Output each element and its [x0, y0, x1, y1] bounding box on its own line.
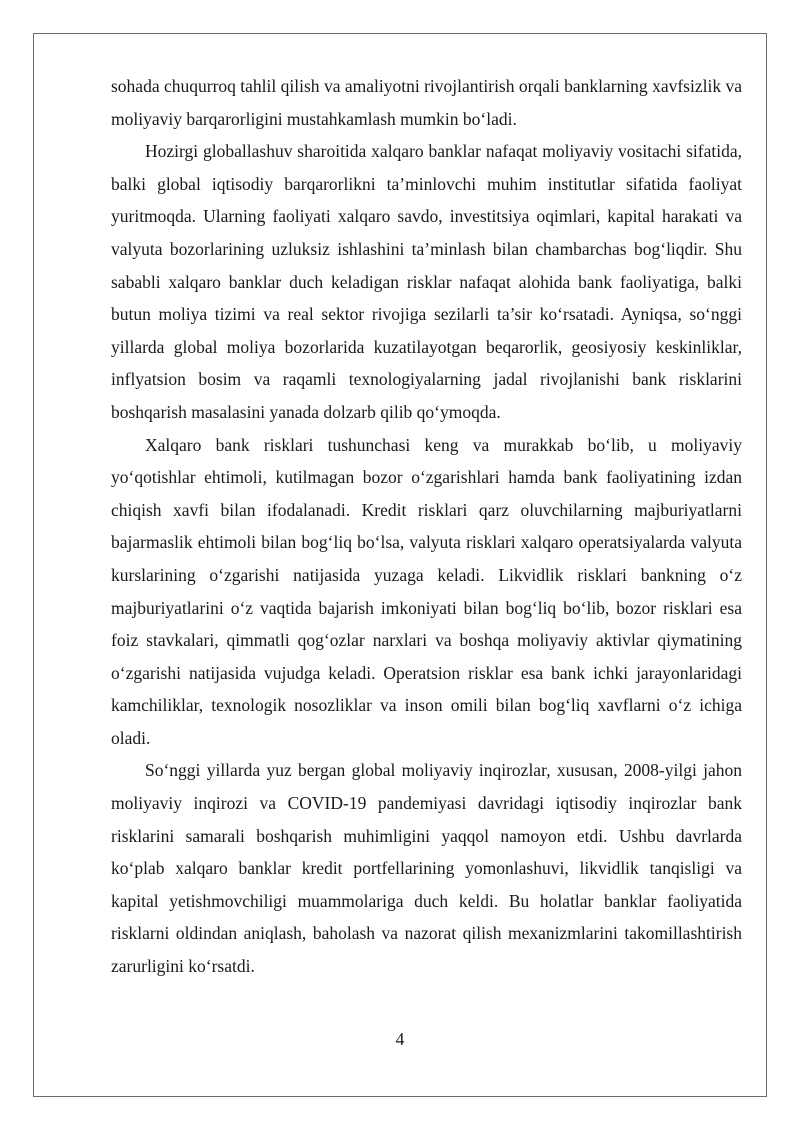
paragraph-crises: So‘nggi yillarda yuz bergan global moliyaviy inqirozlar, xususan, 2008-yilgi jahon moliyaviy inqirozi va COVID-19 pandemiyasi davridagi iqtisodiy inqirozlar bank risklarini samarali boshqarish muhimligini yaqqol namoyon etdi. Ushbu davrlarda ko‘plab xalqaro banklar kredit portfellarining yomonlashuvi, likvidlik tanqisligi va kapital yetishmovchiligi muammolariga duch keldi. Bu holatlar banklar faoliyatida risklarni oldindan aniqlash, baholash va nazorat qilish mexanizmlarini takomillashtirish zarurligini ko‘rsatdi. — [111, 760, 742, 977]
paragraph-globalization: Hozirgi globallashuv sharoitida xalqaro banklar nafaqat moliyaviy vositachi sifatida, balki global iqtisodiy barqarorlikni ta’minlovchi muhim institutlar sifatida faoliyat yuritmoqda. Ularning faoliyati xalqaro savdo, investitsiya oqimlari, kapital harakati va valyuta bozorlarining uzluksiz ishlashini ta’minlash bilan chambarchas bog‘liqdir. Shu sababli xalqaro banklar duch keladigan risklar nafaqat alohida bank faoliyatiga, balki butun moliya tizimi va real sektor rivojiga sezilarli ta’sir ko‘rsatadi. Ayniqsa, so‘nggi yillarda global moliya bozorlarida kuzatilayotgan beqarorlik, geosiyosiy keskinliklar, inflyatsion bosim va raqamli texnologiyalarning jadal rivojlanishi bank risklarini boshqarish masalasini yanada dolzarb qilib qo‘ymoqda. — [111, 141, 742, 422]
paragraph-continuation: sohada chuqurroq tahlil qilish va amaliyotni rivojlantirish orqali banklarning xavfsizlik va moliyaviy barqarorligini mustahkamlash mumkin bo‘ladi. — [111, 76, 742, 129]
page-number: 4 — [395, 1029, 405, 1049]
page-body — [111, 70, 742, 983]
paragraph-risk-types: Xalqaro bank risklari tushunchasi keng va murakkab bo‘lib, u moliyaviy yo‘qotishlar ehtimoli, kutilmagan bozor o‘zgarishlari hamda bank faoliyatining izdan chiqish xavfi bilan ifodalanadi. Kredit risklari qarz oluvchilarning majburiyatlarni bajarmaslik ehtimoli bilan bog‘liq bo‘lsa, valyuta risklari xalqaro operatsiyalarda valyuta kurslarining o‘zgarishi natijasida yuzaga keladi. Likvidlik risklari bankning o‘z majburiyatlarini o‘z vaqtida bajarish imkoniyati bilan bog‘liq bo‘lib, bozor risklari esa foiz stavkalari, qimmatli qog‘ozlar narxlari va boshqa moliyaviy aktivlar qiymatining o‘zgarishi natijasida vujudga keladi. Operatsion risklar esa bank ichki jarayonlaridagi kamchiliklar, texnologik nosozliklar va inson omili bilan bog‘liq xavflarni o‘z ichiga oladi. — [111, 434, 742, 748]
